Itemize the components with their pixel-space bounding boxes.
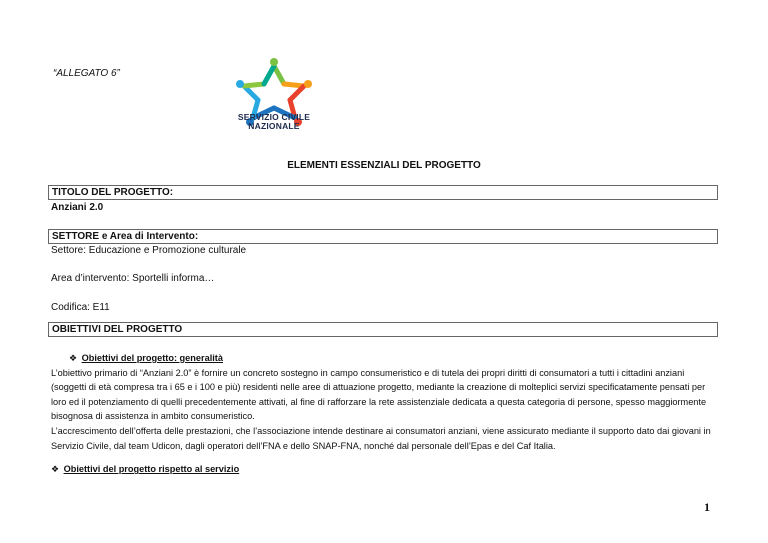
diamond-bullet-icon: ❖ [51, 464, 60, 475]
subheading-servizio [51, 462, 719, 477]
settore-heading-box [48, 229, 718, 244]
obiettivi-body [51, 351, 719, 477]
obiettivi-heading: OBIETTIVI DEL PROGETTO [52, 324, 183, 335]
titolo-heading: TITOLO DEL PROGETTO: [52, 187, 174, 198]
p2-line: L’accrescimento dell’offerta delle prestazioni, che l’associazione intende destinare ai consumatori anziani, viene assicurato mediante il supporto dato dai giovani in [51, 425, 711, 436]
logo-line-1: SERVIZIO CIVILE [237, 112, 311, 122]
subheading-generalita [51, 351, 719, 366]
p1-line: (soggetti di età compresa tra i 65 e i 100 e più) residenti nelle aree di attuazione progetto, mediante la creazione di molteplici servizi specificatamente pensati per [51, 382, 706, 393]
p1-line: bisognosa di assistenza in ambito consumeristico. [51, 411, 255, 422]
codifica-line: Codifica: E11 [51, 302, 110, 313]
diamond-bullet-icon: ❖ [69, 353, 78, 363]
titolo-value: Anziani 2.0 [51, 202, 104, 213]
logo-line-2: NAZIONALE [248, 121, 300, 131]
p2-line: Servizio Civile, dal team Udicon, dagli operatori dell’FNA e dello SNAP-FNA, nonché dal personale dell’Epas e del Caf Italia. [51, 440, 556, 451]
allegato-label: “ALLEGATO 6” [53, 68, 120, 79]
logo-wordmark [232, 113, 316, 131]
settore-heading: SETTORE e Area di Intervento: [52, 231, 199, 242]
subheading-servizio-text: Obiettivi del progetto rispetto al servizio [63, 464, 240, 475]
area-line: Area d’intervento: Sportelli informa… [51, 273, 215, 284]
page-number: 1 [704, 500, 710, 514]
obiettivi-heading-box [48, 322, 718, 337]
settore-line: Settore: Educazione e Promozione culturale [51, 245, 247, 256]
subheading-generalita-text: Obiettivi del progetto: generalità [81, 353, 223, 363]
p1-line: loro ed il potenziamento di quelli precedentemente attivati, al fine di rafforzare la rete assistenziale dedicata a questa categoria di persone, spesso maggiormente [51, 396, 707, 407]
p1-line: L’obiettivo primario di “Anziani 2.0” è fornire un concreto sostegno in campo consumeristico e di tutela dei propri diritti di consumatori a tutti i cittadini anziani [51, 367, 685, 378]
titolo-heading-box [48, 185, 718, 200]
document-title: ELEMENTI ESSENZIALI DEL PROGETTO [287, 160, 481, 171]
